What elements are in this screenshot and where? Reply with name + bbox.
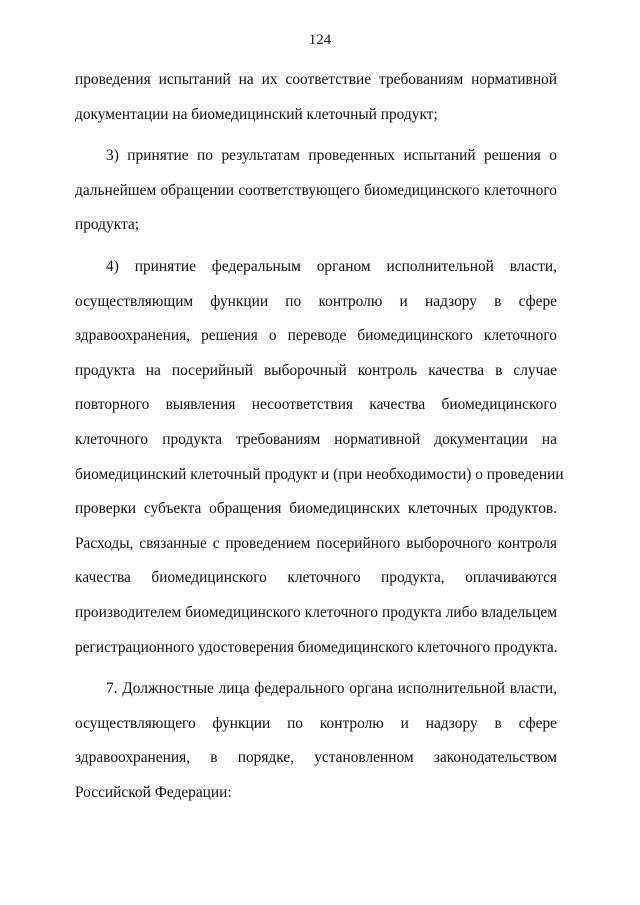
paragraph-section-7: [75, 672, 557, 810]
text-line: продукта;: [75, 216, 140, 234]
paragraph-item-3: [75, 139, 557, 243]
text-line: здравоохранения, решения о переводе биомедицинского клеточного: [75, 327, 557, 345]
text-line: биомедицинский клеточный продукт и (при необходимости) о проведении: [75, 465, 564, 483]
page-number: 124: [308, 32, 332, 48]
text-line: осуществляющим функции по контролю и надзору в сфере: [75, 292, 557, 310]
text-line: документации на биомедицинский клеточный продукт;: [75, 105, 438, 123]
text-line: производителем биомедицинского клеточного продукта либо владельцем: [75, 603, 557, 621]
text-line: регистрационного удостоверения биомедицинского клеточного продукта.: [75, 638, 558, 656]
text-line: клеточного продукта требованиям нормативной документации на: [75, 430, 557, 448]
text-line: качества биомедицинского клеточного продукта, оплачиваются: [75, 569, 557, 587]
text-line: проведения испытаний на их соответствие требованиям нормативной: [75, 71, 557, 88]
text-line: повторного выявления несоответствия качества биомедицинского: [75, 396, 557, 414]
text-line: осуществляющего функции по контролю и надзору в сфере: [75, 714, 557, 732]
paragraph-item-4: [75, 250, 564, 665]
text-line: проверки субъекта обращения биомедицинских клеточных продуктов.: [75, 500, 557, 518]
text-line: 7. Должностные лица федерального органа исполнительной власти,: [106, 680, 557, 698]
text-line: 3) принятие по результатам проведенных испытаний решения о: [106, 147, 557, 165]
text-line: дальнейшем обращении соответствующего биомедицинского клеточного: [75, 181, 557, 199]
text-line: 4) принятие федеральным органом исполнительной власти,: [106, 257, 557, 275]
paragraph-continuation: [75, 63, 557, 132]
text-line: Расходы, связанные с проведением посерийного выборочного контроля: [75, 534, 557, 552]
text-line: Российской Федерации:: [75, 783, 232, 801]
document-body: [75, 63, 564, 810]
text-line: продукта на посерийный выборочный контроль качества в случае: [75, 361, 557, 379]
text-line: здравоохранения, в порядке, установленном законодательством: [75, 749, 557, 767]
